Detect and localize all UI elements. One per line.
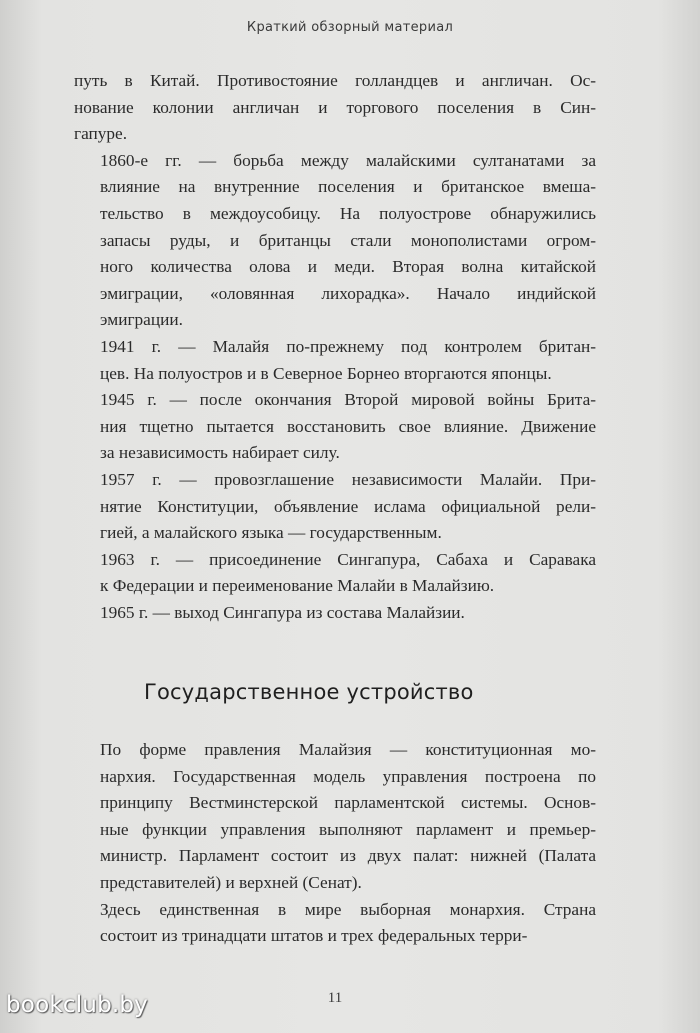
text-line: эмиграции, «оловянная лихорадка». Начало индийской [100,283,596,303]
text-line: цев. На полуостров и в Северное Борнео вторгаются японцы. [100,363,552,383]
paragraph [74,148,596,334]
text-line: министр. Парламент состоит из двух палат: нижней (Палата [100,846,596,866]
paragraph [74,334,596,387]
text-line: 1965 г. — выход Сингапура из состава Малайзии. [100,602,465,622]
paragraph [74,68,596,148]
text-line: эмиграции. [100,310,183,330]
text-line: представителей) и верхней (Сенат). [100,872,362,892]
section-heading: Государственное устройство [144,680,474,704]
paragraph [74,547,596,600]
text-line: 1860-е гг. — борьба между малайскими султанатами за [100,150,596,170]
history-text-block [74,68,596,626]
text-line: за независимость набирает силу. [100,443,340,463]
text-line: 1945 г. — после окончания Второй мировой войны Брита- [100,390,596,410]
paragraph [74,600,596,627]
text-line: Здесь единственная в мире выборная монархия. Страна [100,899,596,919]
text-line: гией, а малайского языка — государственным. [100,523,442,543]
text-line: к Федерации и переименование Малайи в Малайзию. [100,576,495,596]
text-line: состоит из тринадцати штатов и трех федеральных терри- [100,926,528,946]
government-text-block [74,737,596,950]
text-line: нархия. Государственная модель управления построена по [100,766,596,786]
paragraph [74,387,596,467]
text-line: 1963 г. — присоединение Сингапура, Сабаха и Саравака [100,549,596,569]
text-line: нятие Конституции, объявление ислама официальной рели- [100,496,596,516]
text-line: По форме правления Малайзия — конституционная мо- [100,740,596,759]
running-head: Краткий обзорный материал [246,20,454,35]
text-line: влияние на внутренние поселения и британское вмеша- [100,177,596,197]
text-line: гапуре. [74,124,128,144]
text-line: ного количества олова и меди. Вторая волна китайской [100,257,596,277]
page-number: 11 [327,990,343,1006]
text-line: запасы руды, и британцы стали монополистами огром- [100,230,596,250]
text-line: ния тщетно пытается восстановить свое влияние. Движение [100,416,596,436]
text-line: путь в Китай. Противостояние голландцев и англичан. Ос- [74,71,596,90]
text-line: тельство в междоусобицу. На полуострове обнаружились [100,203,596,223]
text-line: ные функции управления выполняют парламент и премьер- [100,819,596,839]
text-line: нование колонии англичан и торгового поселения в Син- [74,97,596,117]
text-line: 1941 г. — Малайя по-прежнему под контролем британ- [100,336,596,356]
text-line: принципу Вестминстерской парламентской системы. Основ- [100,793,596,813]
paragraph [74,897,596,950]
paragraph [74,737,596,897]
text-line: 1957 г. — провозглашение независимости Малайи. При- [100,469,596,489]
paragraph [74,467,596,547]
watermark: bookclub.by [6,992,148,1018]
